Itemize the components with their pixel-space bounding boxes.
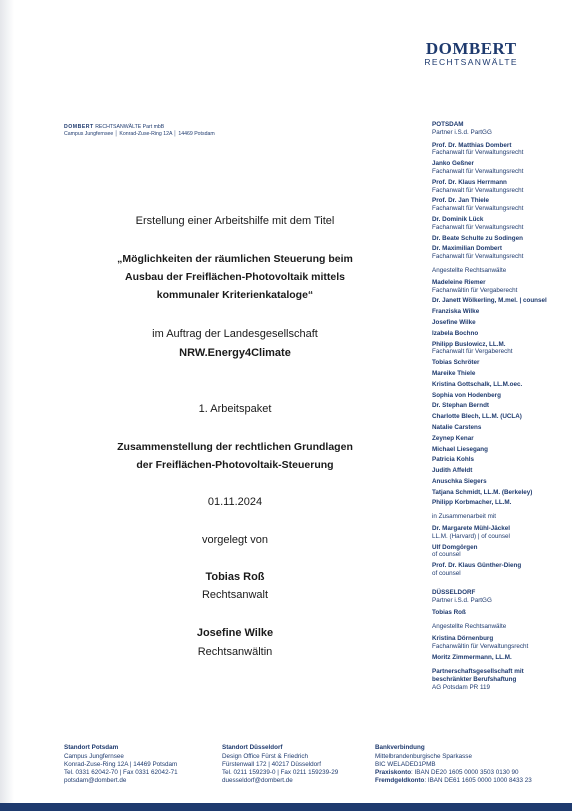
footer-bank-line: Mittelbrandenburgische Sparkasse (375, 753, 472, 760)
lawyer-name: Judith Affeldt (432, 467, 473, 475)
lawyer-entry (432, 467, 567, 475)
lawyer-name: Mareike Thiele (432, 369, 476, 377)
lawyer-entry (432, 446, 567, 454)
duesseldorf-employed-label: Angestellte Rechtsanwälte (432, 623, 507, 631)
firm-logo (424, 40, 518, 68)
footer-potsdam-email[interactable]: potsdam@dombert.de (64, 777, 127, 784)
author-1-name: Tobias Roß (205, 571, 265, 583)
lawyer-name: Kristina Dörnenburg (432, 635, 494, 643)
lawyer-specialty: Fachanwältin für Vergaberecht (432, 286, 518, 294)
footer-bank (375, 744, 532, 785)
lawyer-entry (432, 330, 567, 338)
commission-line: im Auftrag der Landesgesellschaft (152, 328, 318, 340)
lawyer-entry (432, 456, 567, 464)
lawyer-entry (432, 235, 567, 243)
lawyer-entry (432, 654, 567, 662)
document-date: 01.11.2024 (207, 496, 263, 508)
account-iban: : IBAN DE20 1605 0000 3503 0130 90 (411, 769, 519, 776)
account-label: Praxiskonto (375, 769, 412, 776)
lawyer-name: Moritz Zimmermann, LL.M. (432, 653, 512, 661)
potsdam-employed-list (432, 279, 567, 508)
lawyer-name: Dr. Stephan Berndt (432, 402, 490, 410)
sender-address: Campus Jungfernsee │ Konrad-Zuse-Ring 12A │ 14469 Potsdam (64, 131, 215, 137)
lawyer-name: Tobias Schröter (432, 359, 480, 367)
lawyer-entry (432, 308, 567, 316)
presented-by: vorgelegt von (201, 534, 269, 546)
office-duesseldorf: DÜSSELDORF (432, 588, 476, 596)
lawyer-name: Ulf Domgörgen (432, 543, 478, 551)
lawyer-name: Franziska Wilke (432, 308, 480, 316)
lawyer-specialty: LL.M. (Harvard) | of counsel (432, 532, 510, 540)
intro-line: Erstellung einer Arbeitshilfe mit dem Titel (135, 215, 335, 227)
lawyer-name: Charlotte Blech, LL.M. (UCLA) (432, 413, 522, 421)
lawyer-name: Natalie Carstens (432, 423, 482, 431)
footer-duesseldorf-email[interactable]: duesseldorf@dombert.de (222, 777, 293, 784)
lawyer-name: Philipp Korbmacher, LL.M. (432, 499, 512, 507)
footer-bank-account (375, 769, 532, 777)
lawyer-name: Madeleine Riemer (432, 278, 486, 286)
lawyer-entry (432, 142, 567, 158)
document-title (64, 250, 406, 304)
lawyer-name: Patricia Kohls (432, 456, 474, 464)
work-package: 1. Arbeitspaket (198, 403, 272, 415)
lawyer-name: Josefine Wilke (432, 318, 476, 326)
subtitle-line-2: der Freiflächen-Photovoltaik-Steuerung (136, 459, 334, 471)
lawyer-entry (432, 489, 567, 497)
lawyer-name: Dr. Dominik Lück (432, 215, 484, 223)
lawyer-entry (432, 245, 567, 261)
lawyer-entry (432, 370, 567, 378)
lawyer-entry (432, 402, 567, 410)
footer-duesseldorf-line: Design Office Fürst & Friedrich (222, 753, 308, 760)
lawyer-name: Janko Geßner (432, 160, 474, 168)
title-line-2: Ausbau der Freiflächen-Photovoltaik mittels (125, 271, 345, 283)
footer-potsdam-line: Tel. 0331 62042-70 | Fax 0331 62042-71 (64, 769, 178, 776)
footer-bar (0, 803, 572, 811)
lawyer-entry (432, 297, 567, 305)
lawyer-specialty: Fachanwältin für Verwaltungsrecht (432, 642, 529, 650)
lawyer-entry (432, 544, 567, 560)
subtitle-line-1: Zusammenstellung der rechtlichen Grundlagen (117, 441, 353, 453)
lawyer-entry (432, 279, 567, 295)
potsdam-coop-list (432, 525, 567, 578)
lawyer-name: Dr. Margarete Mühl-Jäckel (432, 525, 511, 533)
footer-potsdam-heading: Standort Potsdam (64, 744, 119, 751)
lawyer-name: Dr. Beate Schulte zu Sodingen (432, 234, 523, 242)
lawyer-entry (432, 635, 567, 651)
lawyer-specialty: of counsel (432, 551, 461, 559)
legal-form-line-2: beschränkter Berufshaftung (432, 676, 517, 684)
register-number: AG Potsdam PR 119 (432, 684, 490, 692)
title-line-3: kommunaler Kriterienkataloge“ (156, 289, 314, 301)
lawyer-name: Sophia von Hodenberg (432, 391, 501, 399)
lawyer-specialty: Fachanwalt für Vergaberecht (432, 348, 513, 356)
lawyer-specialty: Fachanwalt für Verwaltungsrecht (432, 167, 524, 175)
account-iban: : IBAN DE61 1605 0000 1000 8433 23 (424, 777, 532, 784)
lawyer-name: Dr. Maximilian Dombert (432, 245, 502, 253)
lawyer-name: Tobias Roß (432, 609, 466, 617)
duesseldorf-employed-list (432, 635, 567, 661)
office-potsdam: POTSDAM (432, 121, 464, 128)
footer-duesseldorf-heading: Standort Düsseldorf (222, 744, 283, 751)
lawyer-name: Michael Liesegang (432, 445, 488, 453)
sender-firm: RECHTSANWÄLTE Part mbB (95, 124, 165, 130)
footer-potsdam (64, 744, 178, 785)
footer-bank-heading: Bankverbindung (375, 744, 425, 751)
lawyer-name: Prof. Dr. Matthias Dombert (432, 141, 512, 149)
client-name: NRW.Energy4Climate (179, 347, 291, 359)
footer-potsdam-line: Konrad-Zuse-Ring 12A | 14469 Potsdam (64, 761, 178, 768)
document-subtitle (64, 438, 406, 474)
lawyer-specialty: Fachanwalt für Verwaltungsrecht (432, 205, 524, 213)
lawyer-name: Izabela Bochno (432, 329, 479, 337)
footer-potsdam-line: Campus Jungfernsee (64, 753, 124, 760)
logo-subtitle: RECHTSANWÄLTE (424, 57, 518, 67)
footer-duesseldorf (222, 744, 338, 785)
potsdam-employed-label: Angestellte Rechtsanwälte (432, 266, 507, 274)
logo-name: DOMBERT (425, 39, 517, 58)
lawyer-entry (432, 424, 567, 432)
footer-duesseldorf-line: Fürstenwall 172 | 40217 Düsseldorf (222, 761, 321, 768)
sender-line (64, 124, 215, 138)
partner-sidebar (432, 121, 567, 692)
lawyer-specialty: Fachanwalt für Verwaltungsrecht (432, 253, 524, 261)
lawyer-entry (432, 359, 567, 367)
lawyer-name: Prof. Dr. Klaus Günther-Dieng (432, 562, 522, 570)
lawyer-entry (432, 381, 567, 389)
duesseldorf-partner-list (432, 609, 567, 617)
footer-bank-account (375, 777, 532, 785)
lawyer-name: Kristina Gottschalk, LL.M.oec. (432, 380, 523, 388)
duesseldorf-partner-label: Partner i.S.d. PartGG (432, 596, 492, 604)
lawyer-entry (432, 413, 567, 421)
lawyer-entry (432, 179, 567, 195)
lawyer-specialty: Fachanwalt für Verwaltungsrecht (432, 149, 524, 157)
lawyer-name: Zeynep Kenar (432, 434, 474, 442)
footer-duesseldorf-line: Tel. 0211 159239-0 | Fax 0211 159239-29 (222, 769, 339, 776)
lawyer-entry (432, 341, 567, 357)
potsdam-coop-label: in Zusammenarbeit mit (432, 513, 497, 521)
lawyer-entry (432, 392, 567, 400)
lawyer-entry (432, 609, 567, 617)
lawyer-entry (432, 197, 567, 213)
author-1-role: Rechtsanwalt (201, 589, 269, 601)
title-line-1: „Möglichkeiten der räumlichen Steuerung beim (117, 253, 353, 265)
account-label: Fremdgeldkonto (375, 777, 425, 784)
lawyer-specialty: Fachanwalt für Verwaltungsrecht (432, 186, 524, 194)
author-2-role: Rechtsanwältin (197, 646, 273, 658)
lawyer-entry (432, 562, 567, 578)
lawyer-entry (432, 160, 567, 176)
potsdam-partner-label: Partner i.S.d. PartGG (432, 128, 492, 136)
lawyer-name: Prof. Dr. Jan Thiele (432, 197, 490, 205)
lawyer-specialty: Fachanwalt für Verwaltungsrecht (432, 223, 524, 231)
lawyer-entry (432, 435, 567, 443)
sender-brand: DOMBERT (64, 124, 94, 130)
author-2-name: Josefine Wilke (196, 627, 274, 639)
lawyer-entry (432, 499, 567, 507)
page-edge-shadow (0, 0, 14, 811)
lawyer-name: Anuschka Siegers (432, 477, 487, 485)
lawyer-name: Tatjana Schmidt, LL.M. (Berkeley) (432, 488, 533, 496)
lawyer-entry (432, 216, 567, 232)
lawyer-specialty: of counsel (432, 570, 461, 578)
potsdam-partner-list (432, 142, 567, 261)
lawyer-entry (432, 319, 567, 327)
lawyer-name: Philipp Buslowicz, LL.M. (432, 340, 506, 348)
legal-form-line-1: Partnerschaftsgesellschaft mit (432, 668, 524, 676)
lawyer-entry (432, 525, 567, 541)
lawyer-name: Dr. Janett Wölkerling, M.mel. | counsel (432, 297, 547, 305)
footer-bank-line: BIC WELADED1PMB (375, 761, 436, 768)
lawyer-name: Prof. Dr. Klaus Herrmann (432, 178, 507, 186)
lawyer-entry (432, 478, 567, 486)
